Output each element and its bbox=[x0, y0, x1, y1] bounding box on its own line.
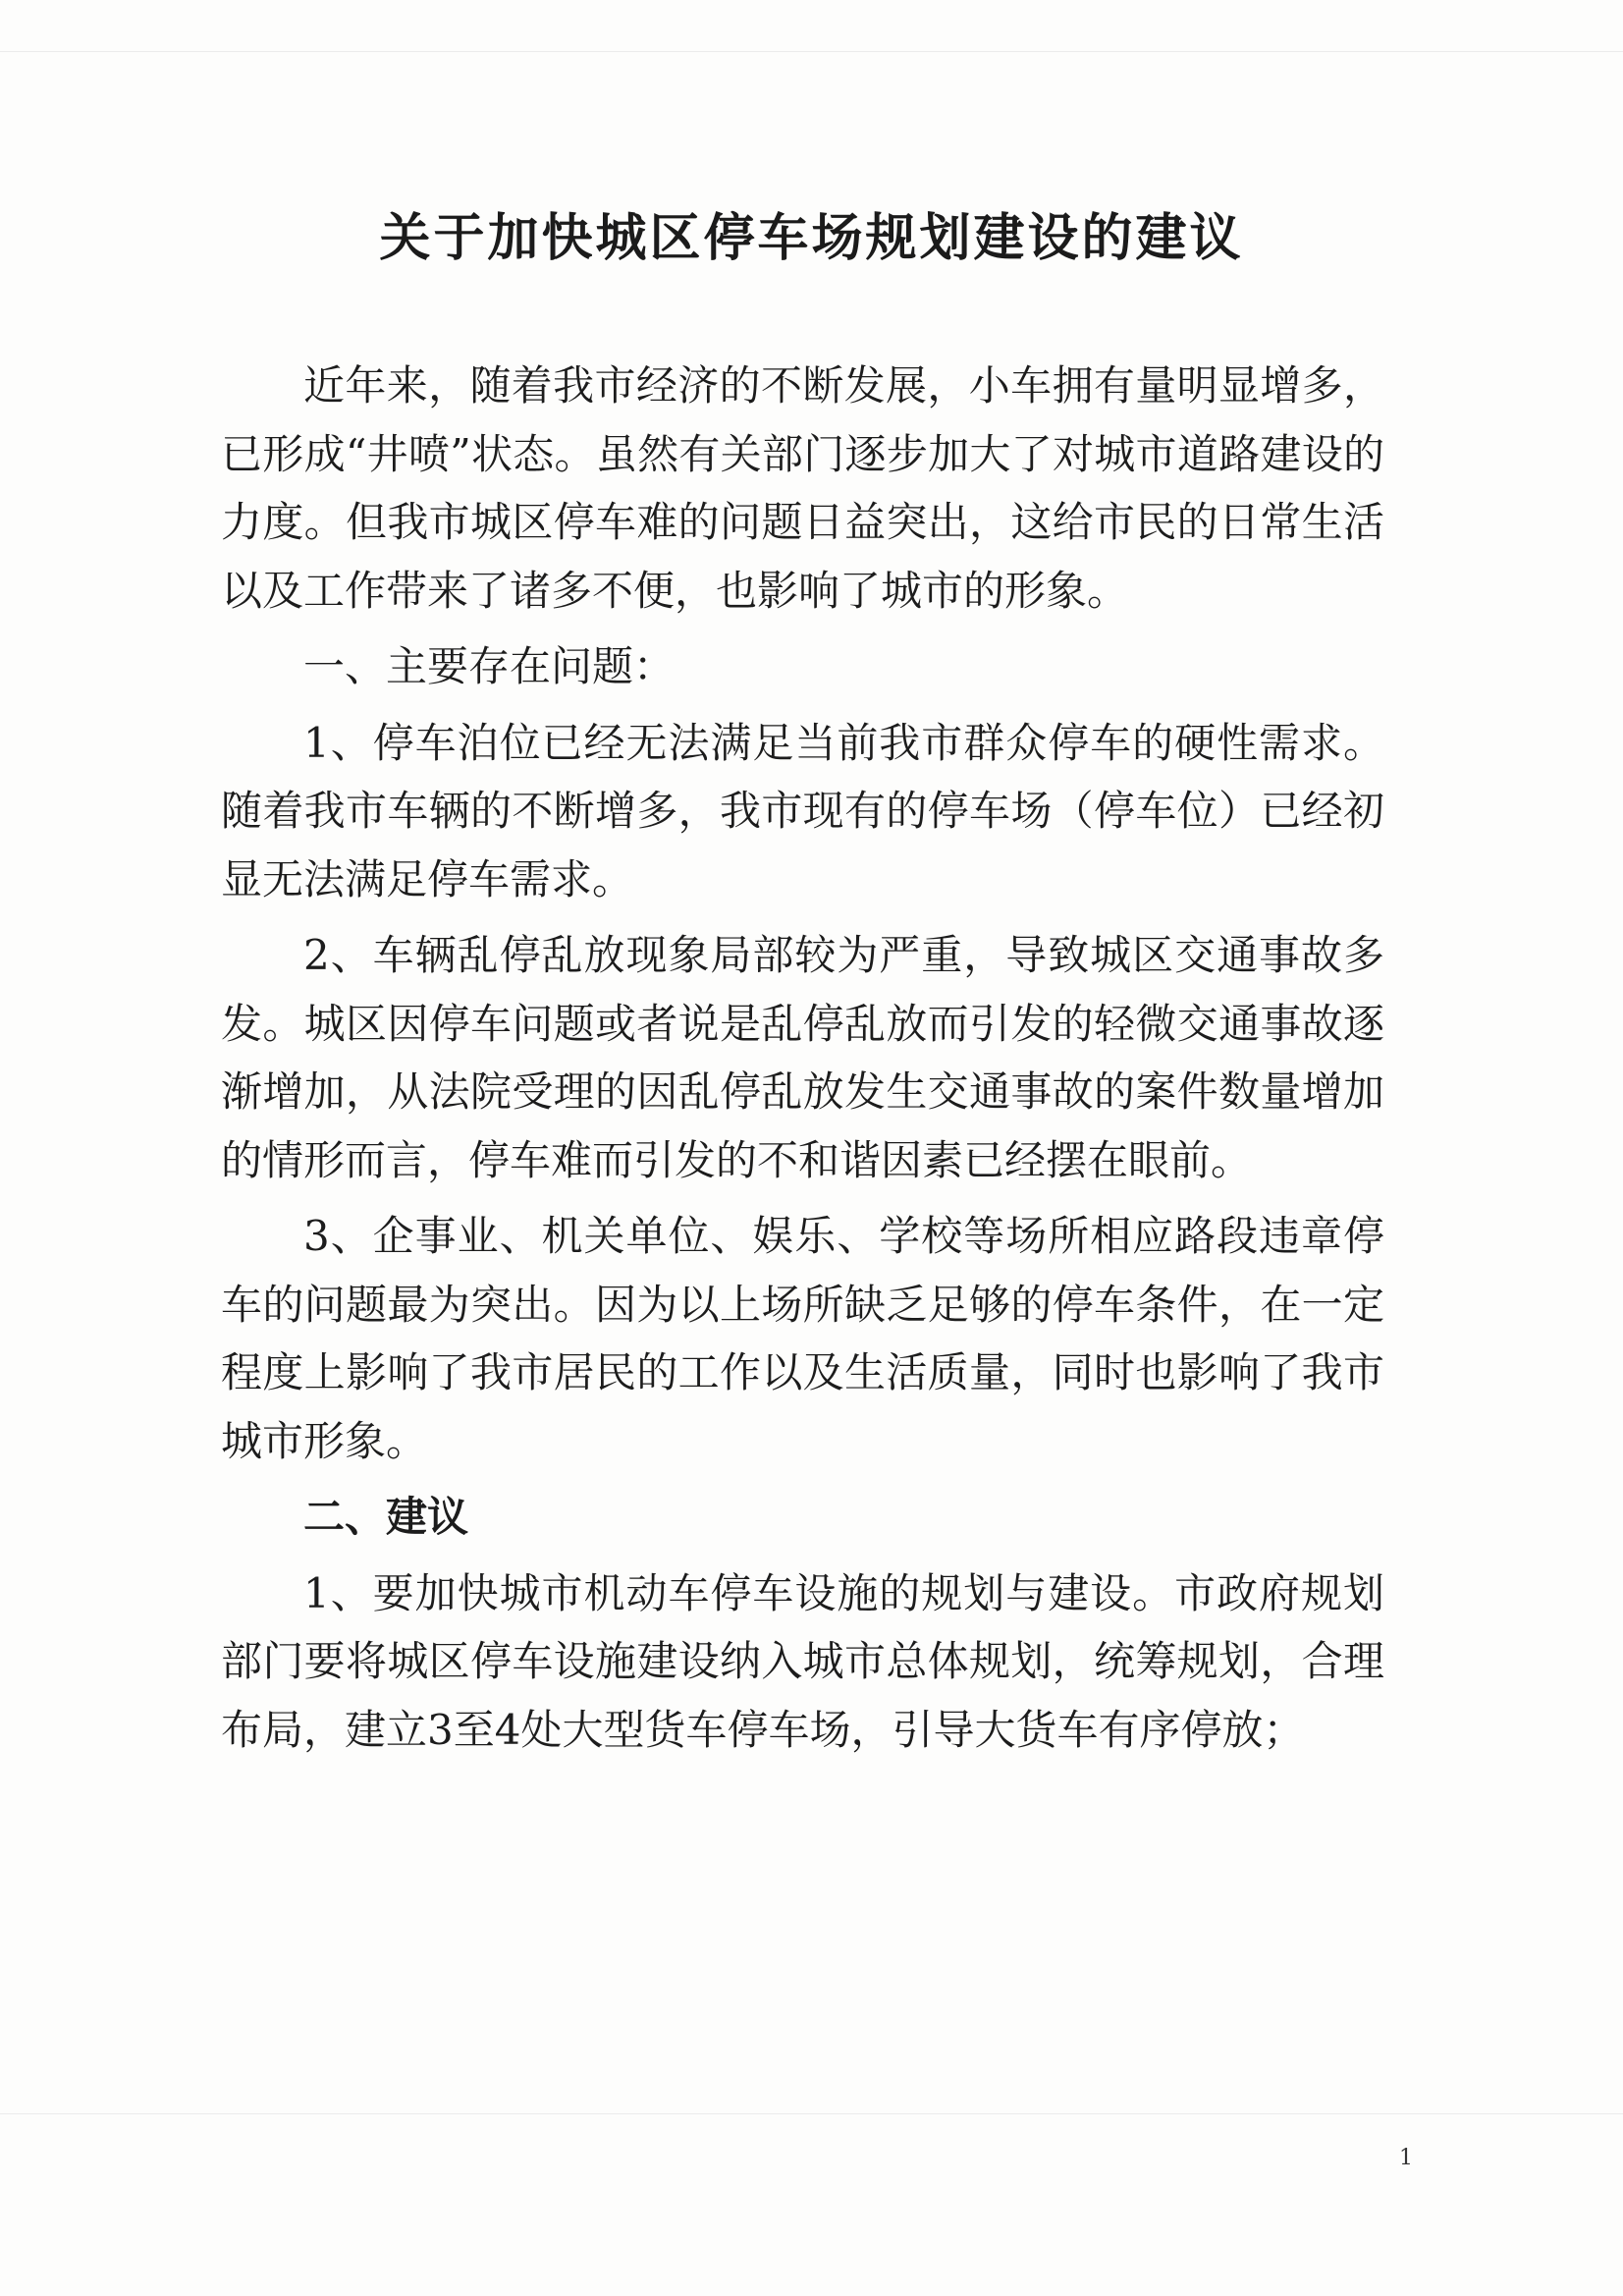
paragraph-problem-3: 3、企事业、机关单位、娱乐、学校等场所相应路段违章停车的问题最为突出。因为以上场所缺乏足够的停车条件，在一定程度上影响了我市居民的工作以及生活质量，同时也影响了我市城市形象。 bbox=[221, 1212, 1384, 1465]
paragraph-problem-1: 1、停车泊位已经无法满足当前我市群众停车的硬性需求。随着我市车辆的不断增多，我市现有的停车场（停车位）已经初显无法满足停车需求。 bbox=[221, 718, 1384, 903]
section-heading-problems: 一、主要存在问题： bbox=[303, 642, 676, 690]
page-number: 1 bbox=[1399, 2146, 1413, 2170]
paragraph-suggestion-1: 1、要加快城市机动车停车设施的规划与建设。市政府规划部门要将城区停车设施建设纳入城市总体规划，统筹规划，合理布局，建立3至4处大型货车停车场，引导大货车有序停放； bbox=[221, 1568, 1384, 1754]
scan-edge-bottom bbox=[0, 2113, 1623, 2114]
section-heading-suggestions: 二、建议 bbox=[303, 1493, 469, 1541]
scan-edge-top bbox=[0, 51, 1623, 52]
paragraph-intro: 近年来，随着我市经济的不断发展，小车拥有量明显增多，已形成“井喷”状态。虽然有关部门逐步加大了对城市道路建设的力度。但我市城区停车难的问题日益突出，这给市民的日常生活以及工作带来了诸多不便，也影响了城市的形象。 bbox=[221, 361, 1384, 615]
document-title: 关于加快城区停车场规划建设的建议 bbox=[379, 208, 1244, 268]
paragraph-problem-2: 2、车辆乱停乱放现象局部较为严重，导致城区交通事故多发。城区因停车问题或者说是乱停乱放而引发的轻微交通事故逐渐增加，从法院受理的因乱停乱放发生交通事故的案件数量增加的情形而言，停车难而引发的不和谐因素已经摆在眼前。 bbox=[221, 931, 1384, 1184]
document-body bbox=[221, 352, 1384, 1764]
